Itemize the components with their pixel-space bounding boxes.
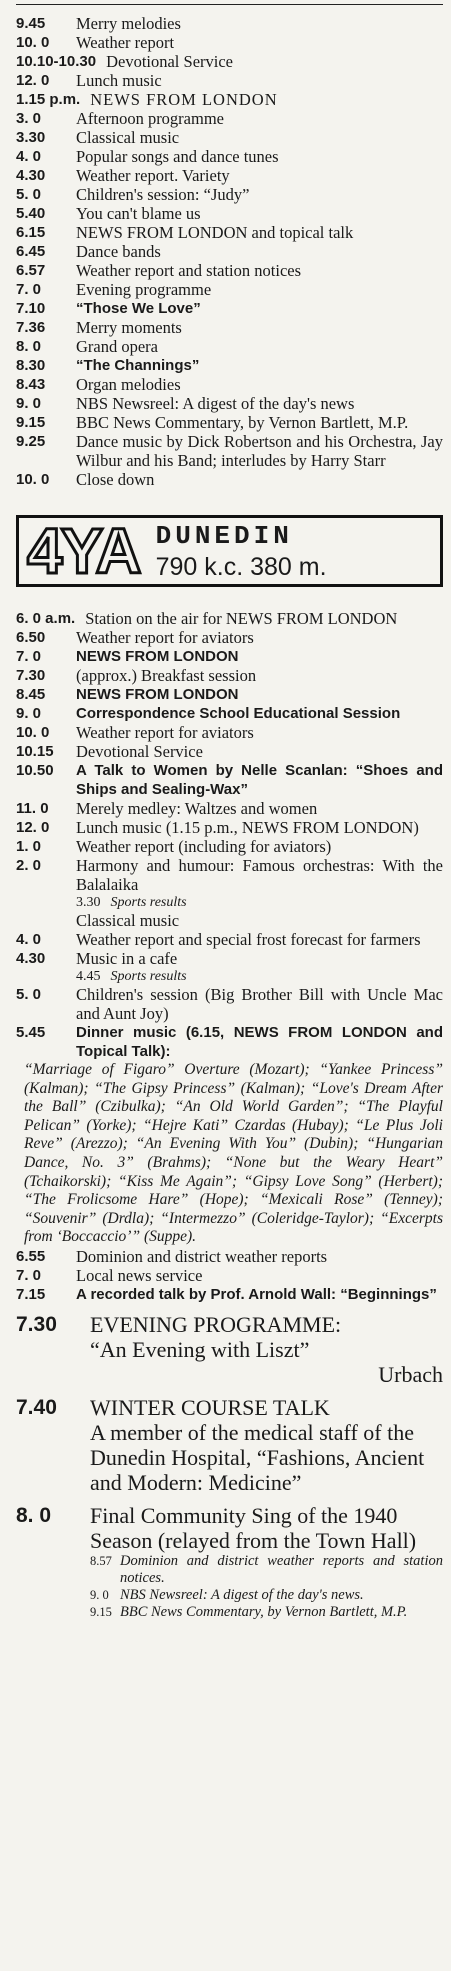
evening-body: [90, 1503, 443, 1553]
schedule-desc: (approx.) Breakfast session: [76, 666, 257, 685]
schedule-desc: Dominion and district weather reports: [76, 1246, 328, 1266]
schedule-time: 6.57: [16, 262, 46, 279]
schedule-time: 5.40: [16, 205, 46, 222]
schedule-desc: Harmony and humour: Famous orchestras: With the Balalaika: [76, 856, 443, 894]
final-sub-desc: NBS Newsreel: A digest of the day's news.: [120, 1586, 364, 1603]
schedule-row: [16, 856, 443, 894]
schedule-row: [16, 337, 443, 356]
schedule-desc: Lunch music: [76, 71, 162, 90]
schedule-desc: Dance music by Dick Robertson and his Orchestra, Jay Wilbur and his Band; interludes by Harry Starr: [76, 432, 443, 470]
evening-time: 8. 0: [16, 1503, 52, 1527]
schedule-row: [16, 837, 443, 856]
schedule-desc: Weather report (including for aviators): [76, 837, 332, 856]
schedule-desc: NEWS FROM LONDON: [76, 648, 239, 665]
final-sub-desc: Dominion and district weather reports and station notices.: [120, 1552, 443, 1586]
schedule-time: 8.30: [16, 357, 46, 374]
schedule-time: 7.30: [16, 667, 46, 684]
schedule-row: [16, 147, 443, 166]
final-subevents-list: [16, 1553, 443, 1621]
schedule-time: 10.15: [16, 743, 54, 760]
schedule-desc: NEWS FROM LONDON and topical talk: [76, 223, 354, 242]
schedule-time: 9. 0: [16, 395, 42, 412]
schedule-subitem: [16, 894, 443, 911]
evening-body: [90, 1312, 443, 1387]
schedule-time: 7. 0: [16, 648, 42, 665]
evening-time: 7.30: [16, 1312, 57, 1336]
schedule-row: [16, 949, 443, 968]
schedule-desc: Weather report: [76, 33, 175, 52]
schedule-row: [16, 71, 443, 90]
subitem-desc: Sports results: [110, 969, 187, 984]
final-sub-time: 9. 0: [90, 1587, 109, 1602]
schedule-desc: Weather report for aviators: [76, 723, 254, 742]
schedule-desc: Correspondence School Educational Session: [76, 705, 401, 722]
late-schedule-list: [16, 1247, 443, 1304]
schedule-time: 12. 0: [16, 819, 50, 836]
schedule-row: [16, 413, 443, 432]
schedule-desc: Merely medley: Waltzes and women: [76, 799, 318, 818]
schedule-time: 7. 0: [16, 281, 42, 298]
schedule-desc: Lunch music (1.15 p.m., NEWS FROM LONDON): [76, 818, 419, 837]
schedule-row: [16, 128, 443, 147]
schedule-page: [0, 4, 451, 1971]
schedule-row: [16, 723, 443, 742]
final-sub-row: [90, 1553, 443, 1587]
station-city: DUNEDIN: [155, 520, 293, 551]
top-rule: [16, 4, 443, 14]
schedule-desc: “The Channings”: [76, 357, 200, 374]
schedule-desc: Merry melodies: [76, 14, 181, 33]
schedule-row: [16, 1023, 443, 1061]
schedule-row: [16, 14, 443, 33]
schedule-time: 11. 0: [16, 800, 49, 817]
schedule-row: [16, 930, 443, 949]
schedule-desc: Local news service: [76, 1265, 203, 1285]
schedule-row: [16, 375, 443, 394]
schedule-desc: Station on the air for NEWS FROM LONDON: [85, 609, 398, 628]
schedule-desc: Popular songs and dance tunes: [76, 147, 279, 166]
schedule-desc: Music in a cafe: [76, 949, 178, 968]
schedule-time: 2. 0: [16, 857, 42, 874]
final-sub-time: 9.15: [90, 1604, 112, 1619]
schedule-row: [16, 432, 443, 470]
dinner-music-list: “Marriage of Figaro” Overture (Mozart); “Yankee Princess” (Kalman); “The Gipsy Princess” (Kalman); “Love's Dream After the Ball” (Czibulka); “An Old World Garden”; “The Playful Pelican” (Yorke); “Hejre Kati” Czardas (Hubay); “Le Plus Joli Reve” (Arezzo); “An Evening With You” (Dubin); “Hungarian Dance, No. 3” (Brahms); “None but the Weary Heart” (Tchaikorski); “Kiss Me Again”; “Gipsy Love Song” (Herbert); “The Frolicsome Hare” (Hope); “Mexicali Rose” (Tenney); “Souvenir” (Drdla); “Intermezzo” (Coleridge-Taylor); “Excerpts from ‘Boccaccio’” (Suppe).: [24, 1061, 443, 1246]
evening-desc: A member of the medical staff of the Dunedin Hospital, “Fashions, Ancient and Modern: Medicine”: [90, 1419, 425, 1495]
station-schedule-list: [16, 609, 443, 1061]
schedule-time: 9.15: [16, 414, 46, 431]
schedule-desc: NEWS FROM LONDON: [76, 686, 239, 703]
schedule-time: 8.45: [16, 686, 46, 703]
schedule-time: 5. 0: [16, 986, 42, 1003]
station-banner: [16, 515, 443, 587]
schedule-row: [16, 685, 443, 704]
schedule-time: 7.10: [16, 300, 46, 317]
schedule-desc: Evening programme: [76, 280, 212, 299]
schedule-row: [16, 90, 443, 109]
schedule-row: [16, 470, 443, 489]
schedule-row: [16, 223, 443, 242]
schedule-row: [16, 33, 443, 52]
schedule-time: 4. 0: [16, 148, 42, 165]
schedule-row: [16, 394, 443, 413]
schedule-row: [16, 704, 443, 723]
schedule-row: [16, 666, 443, 685]
schedule-row: [16, 609, 443, 628]
schedule-time: 7.36: [16, 319, 46, 336]
schedule-time: 3.30: [16, 129, 46, 146]
subitem-time: 4.45: [76, 969, 101, 984]
schedule-time: 6.55: [16, 1247, 46, 1265]
schedule-time: 6.45: [16, 243, 46, 260]
schedule-desc: Weather report. Variety: [76, 166, 230, 185]
schedule-row: [16, 985, 443, 1023]
schedule-row: [16, 356, 443, 375]
top-schedule-list: [16, 14, 443, 489]
schedule-desc: Grand opera: [76, 337, 159, 356]
schedule-row: [16, 242, 443, 261]
evening-body: [90, 1395, 443, 1495]
station-callsign: 4YA: [27, 515, 140, 587]
evening-time: 7.40: [16, 1395, 57, 1419]
schedule-row: [16, 166, 443, 185]
schedule-desc: A recorded talk by Prof. Arnold Wall: “Beginnings”: [76, 1285, 437, 1303]
subitem-time: 3.30: [76, 895, 101, 910]
schedule-time: 6. 0 a.m.: [16, 610, 76, 627]
schedule-time: 5. 0: [16, 186, 42, 203]
evening-title: WINTER COURSE TALK: [90, 1394, 330, 1420]
schedule-desc: BBC News Commentary, by Vernon Bartlett, M.P.: [76, 413, 409, 432]
evening-row: [16, 1395, 443, 1495]
schedule-time: 10. 0: [16, 724, 50, 741]
schedule-row: [16, 799, 443, 818]
schedule-time: 7.15: [16, 1285, 46, 1303]
schedule-time: 10. 0: [16, 34, 50, 51]
schedule-time: 12. 0: [16, 72, 50, 89]
schedule-row: [16, 299, 443, 318]
schedule-time: 9. 0: [16, 705, 42, 722]
schedule-time: 10.50: [16, 762, 54, 779]
schedule-row: [16, 818, 443, 837]
schedule-row-continued: [16, 911, 443, 930]
schedule-desc: Weather report for aviators: [76, 628, 254, 647]
schedule-row: [16, 185, 443, 204]
final-sub-row: [90, 1587, 443, 1604]
evening-title: EVENING PROGRAMME:: [90, 1311, 342, 1337]
schedule-time: 5.45: [16, 1024, 46, 1041]
evening-row: [16, 1503, 443, 1553]
schedule-subitem: [16, 968, 443, 985]
schedule-time: 4.30: [16, 167, 46, 184]
schedule-time: 9.45: [16, 15, 46, 32]
schedule-desc: Dinner music (6.15, NEWS FROM LONDON and Topical Talk):: [76, 1024, 443, 1060]
schedule-time: 8. 0: [16, 338, 42, 355]
schedule-row: [16, 109, 443, 128]
schedule-desc: You can't blame us: [76, 204, 201, 223]
schedule-row: [16, 204, 443, 223]
schedule-desc: Dance bands: [76, 242, 161, 261]
final-sub-row: [90, 1604, 443, 1621]
schedule-time: 9.25: [16, 433, 46, 450]
evening-row: [16, 1312, 443, 1387]
schedule-desc: NBS Newsreel: A digest of the day's news: [76, 394, 355, 413]
schedule-time: 6.50: [16, 629, 46, 646]
schedule-row: [16, 1266, 443, 1285]
evening-credit: Urbach: [378, 1361, 443, 1387]
schedule-desc: NEWS FROM LONDON: [90, 90, 278, 109]
schedule-desc: Merry moments: [76, 318, 182, 337]
schedule-desc: Children's session (Big Brother Bill with Uncle Mac and Aunt Joy): [76, 985, 443, 1023]
schedule-row: [16, 1285, 443, 1304]
schedule-desc: Classical music: [76, 911, 180, 930]
evening-desc: “An Evening with Liszt”: [90, 1336, 310, 1362]
schedule-desc: Weather report and special frost forecast for farmers: [76, 930, 421, 949]
schedule-desc: Devotional Service: [106, 52, 233, 71]
schedule-time: 4. 0: [16, 931, 42, 948]
schedule-desc: Children's session: “Judy”: [76, 185, 250, 204]
schedule-desc: Afternoon programme: [76, 109, 224, 128]
schedule-time: 1. 0: [16, 838, 42, 855]
subitem-desc: Sports results: [110, 895, 187, 910]
schedule-desc: Weather report and station notices: [76, 261, 302, 280]
final-sub-desc: BBC News Commentary, by Vernon Bartlett, M.P.: [120, 1603, 408, 1620]
schedule-desc: Classical music: [76, 128, 180, 147]
evening-title: Final Community Sing of the 1940 Season (relayed from the Town Hall): [90, 1502, 417, 1553]
schedule-time: 1.15 p.m.: [16, 91, 81, 108]
schedule-row: [16, 1247, 443, 1266]
schedule-desc: “Those We Love”: [76, 300, 201, 317]
schedule-desc: Close down: [76, 470, 155, 489]
schedule-desc: A Talk to Women by Nelle Scanlan: “Shoes and Ships and Sealing-Wax”: [76, 762, 443, 798]
schedule-row: [16, 52, 443, 71]
schedule-time: 10.10-10.30: [16, 53, 97, 70]
schedule-row: [16, 742, 443, 761]
schedule-desc: Organ melodies: [76, 375, 181, 394]
schedule-row: [16, 628, 443, 647]
schedule-time: 7. 0: [16, 1266, 42, 1284]
station-frequency: 790 k.c. 380 m.: [155, 552, 327, 581]
schedule-time: 8.43: [16, 376, 46, 393]
evening-programme-list: [16, 1312, 443, 1553]
schedule-time: 4.30: [16, 950, 46, 967]
final-sub-time: 8.57: [90, 1553, 112, 1568]
schedule-row: [16, 280, 443, 299]
schedule-row: [16, 318, 443, 337]
schedule-row: [16, 647, 443, 666]
schedule-time: 3. 0: [16, 110, 42, 127]
schedule-row: [16, 761, 443, 799]
schedule-time: 6.15: [16, 224, 46, 241]
schedule-row: [16, 261, 443, 280]
schedule-time: 10. 0: [16, 471, 50, 488]
schedule-desc: Devotional Service: [76, 742, 203, 761]
